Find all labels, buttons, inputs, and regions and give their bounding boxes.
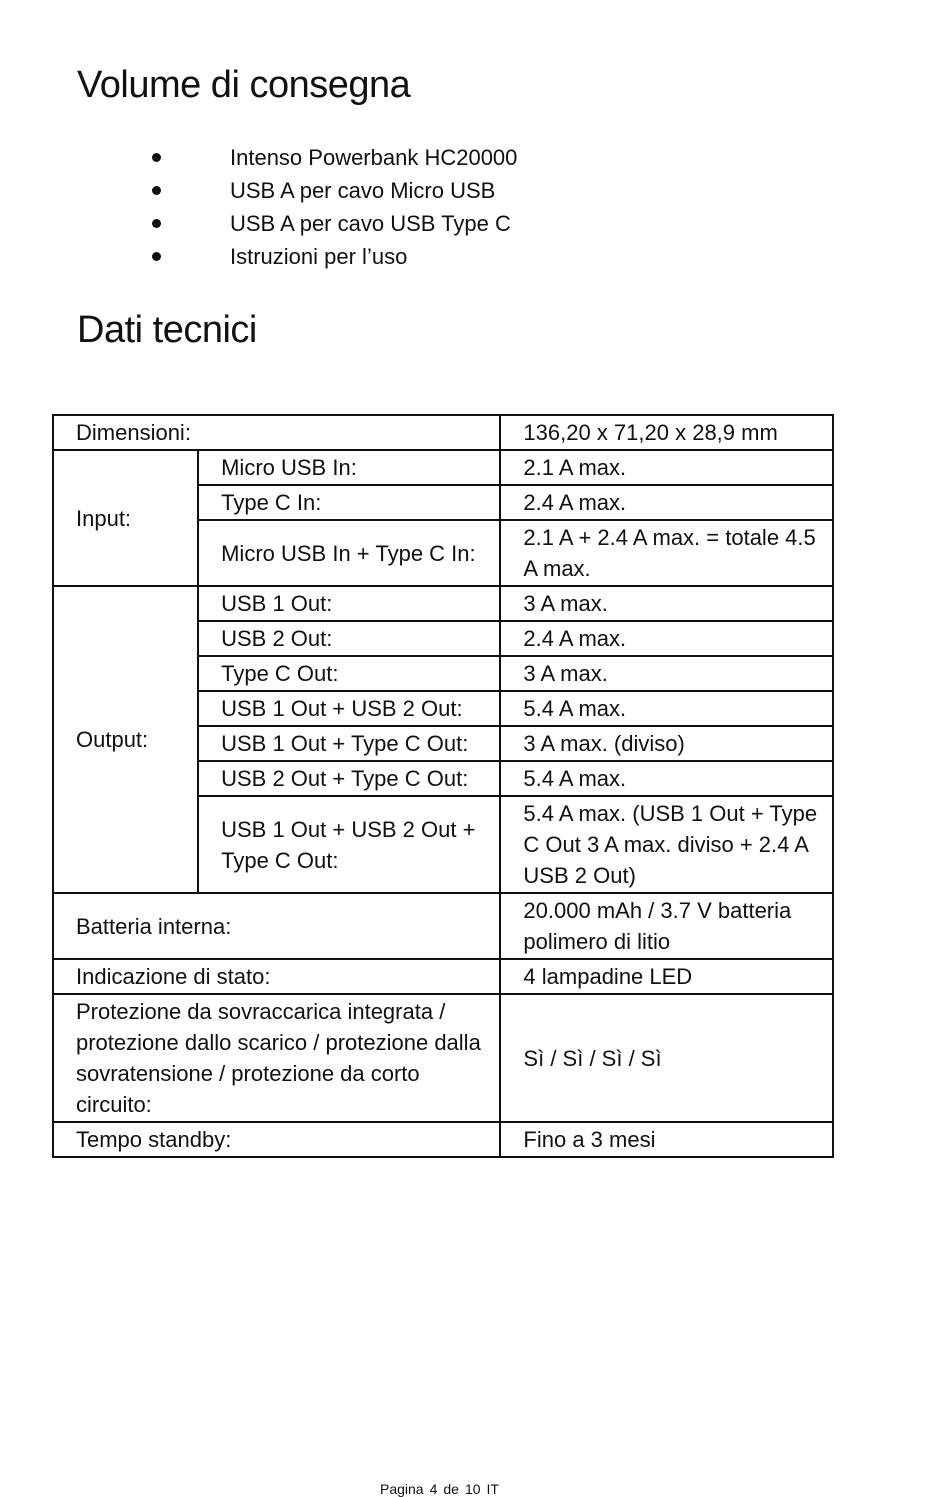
spec-table	[52, 414, 834, 1158]
protection-value: Sì / Sì / Sì / Sì	[500, 994, 833, 1122]
battery-value: 20.000 mAh / 3.7 V batteria polimero di litio	[500, 893, 833, 959]
language-code: IT	[486, 1481, 499, 1497]
tech-heading: Dati tecnici	[77, 309, 257, 351]
input-row-label: Micro USB In:	[198, 450, 500, 485]
page-footer	[380, 1481, 505, 1497]
output-row-value: 3 A max.	[500, 656, 833, 691]
page-number: 4	[429, 1481, 438, 1497]
standby-label: Tempo standby:	[53, 1122, 500, 1157]
output-row-value: 5.4 A max. (USB 1 Out + Type C Out 3 A max. diviso + 2.4 A USB 2 Out)	[500, 796, 833, 893]
output-row-label: Type C Out:	[198, 656, 500, 691]
bullet-icon	[152, 153, 161, 162]
dimensions-label: Dimensioni:	[53, 415, 500, 450]
status-label: Indicazione di stato:	[53, 959, 500, 994]
output-row-label: USB 1 Out + Type C Out:	[198, 726, 500, 761]
battery-label: Batteria interna:	[53, 893, 500, 959]
input-row-value: 2.1 A max.	[500, 450, 833, 485]
input-row-value: 2.4 A max.	[500, 485, 833, 520]
output-label: Output:	[53, 586, 198, 893]
table-row	[53, 959, 833, 994]
table-row	[53, 893, 833, 959]
status-value: 4 lampadine LED	[500, 959, 833, 994]
standby-value: Fino a 3 mesi	[500, 1122, 833, 1157]
output-row-value: 3 A max.	[500, 586, 833, 621]
delivery-heading: Volume di consegna	[77, 64, 411, 106]
dimensions-value: 136,20 x 71,20 x 28,9 mm	[500, 415, 833, 450]
output-row-label: USB 1 Out + USB 2 Out:	[198, 691, 500, 726]
output-row-value: 5.4 A max.	[500, 761, 833, 796]
input-label: Input:	[53, 450, 198, 586]
table-row	[53, 586, 833, 621]
table-row	[53, 994, 833, 1122]
output-row-label: USB 1 Out + USB 2 Out + Type C Out:	[198, 796, 500, 893]
output-row-label: USB 1 Out:	[198, 586, 500, 621]
bullet-icon	[152, 219, 161, 228]
table-row	[53, 1122, 833, 1157]
total-pages: 10	[464, 1481, 481, 1497]
table-row	[53, 415, 833, 450]
input-row-label: Micro USB In + Type C In:	[198, 520, 500, 586]
output-row-value: 5.4 A max.	[500, 691, 833, 726]
input-row-label: Type C In:	[198, 485, 500, 520]
output-row-value: 2.4 A max.	[500, 621, 833, 656]
bullet-icon	[152, 252, 161, 261]
output-row-value: 3 A max. (diviso)	[500, 726, 833, 761]
protection-label: Protezione da sovraccarica integrata / protezione dallo scarico / protezione dalla sovratensione / protezione da corto circuito:	[53, 994, 500, 1122]
page-word: Pagina	[380, 1481, 424, 1497]
output-row-label: USB 2 Out + Type C Out:	[198, 761, 500, 796]
bullet-icon	[152, 186, 161, 195]
table-row	[53, 450, 833, 485]
of-word: de	[443, 1481, 459, 1497]
output-row-label: USB 2 Out:	[198, 621, 500, 656]
input-row-value: 2.1 A + 2.4 A max. = totale 4.5 A max.	[500, 520, 833, 586]
